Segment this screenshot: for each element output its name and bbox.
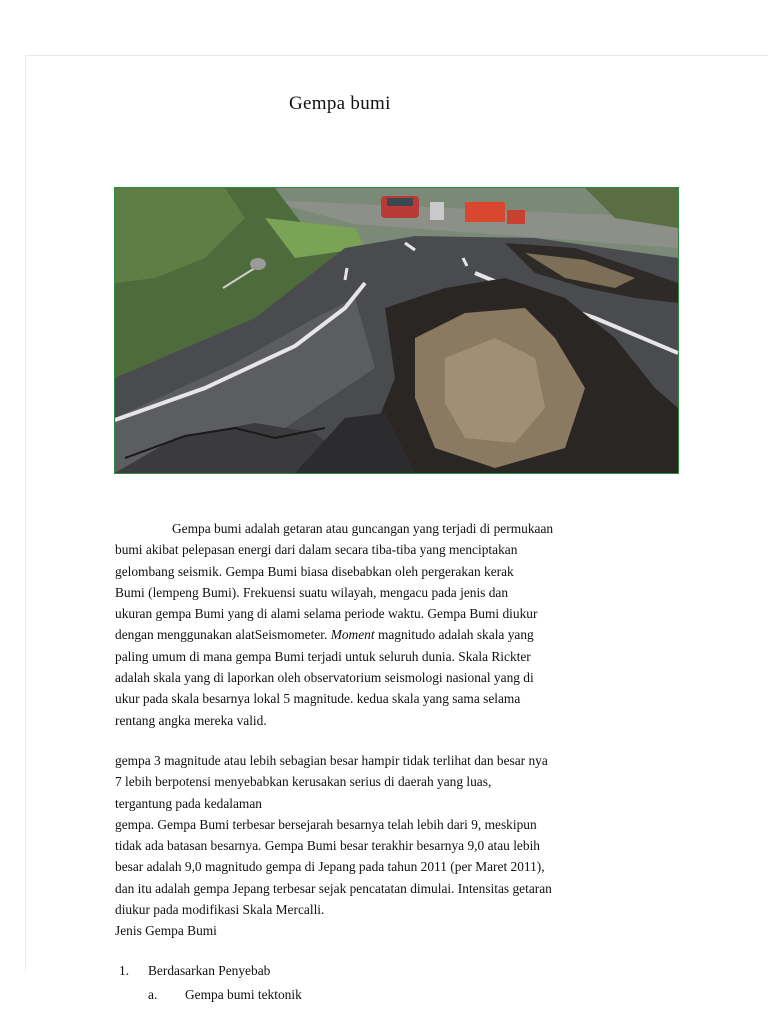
text-line: Bumi (lempeng Bumi). Frekuensi suatu wilayah, mengacu pada jenis dan <box>115 584 509 600</box>
list-number: 1. <box>119 963 130 978</box>
earthquake-road-photo <box>114 187 679 474</box>
text-line: paling umum di mana gempa Bumi terjadi untuk seluruh dunia. Skala Rickter <box>115 648 531 664</box>
text-line: Gempa bumi adalah getaran atau guncangan yang terjadi di permukaan <box>172 521 554 536</box>
text-line: 7 lebih berpotensi menyebabkan kerusakan serius di daerah yang luas, <box>115 774 492 790</box>
text-line: adalah skala yang di laporkan oleh observatorium seismologi nasional yang di <box>115 670 534 686</box>
text-line: dan itu adalah gempa Jepang terbesar sejak pencatatan dimulai. Intensitas getaran <box>115 880 552 896</box>
list-label: Berdasarkan Penyebab <box>148 963 271 978</box>
paragraph-definition <box>115 518 656 731</box>
text-line: tidak ada batasan besarnya. Gempa Bumi besar terakhir besarnya 9,0 atau lebih <box>115 838 540 854</box>
text-line: gelombang seismik. Gempa Bumi biasa disebabkan oleh pergerakan kerak <box>115 563 514 579</box>
list-item <box>119 963 270 979</box>
paragraph-magnitude <box>115 750 656 942</box>
text-line: rentang angka mereka valid. <box>115 712 267 728</box>
list-label: Gempa bumi tektonik <box>185 987 302 1002</box>
text-line: diukur pada modifikasi Skala Mercalli. <box>115 902 325 918</box>
italic-term: Moment <box>330 627 375 643</box>
text-line: tergantung pada kedalaman <box>115 795 262 811</box>
section-heading: Jenis Gempa Bumi <box>115 923 217 939</box>
text-line: besar adalah 9,0 magnitudo gempa di Jepang pada tahun 2011 (per Maret 2011), <box>115 859 545 875</box>
text-line: ukuran gempa Bumi yang di alami selama periode waktu. Gempa Bumi diukur <box>115 606 538 622</box>
sub-list-item <box>148 987 302 1003</box>
text-line: ukur pada skala besarnya lokal 5 magnitude. kedua skala yang sama selama <box>115 691 521 707</box>
text-line: dengan menggunakan alatSeismometer. Moment magnitudo adalah skala yang <box>115 627 534 643</box>
text-line: bumi akibat pelepasan energi dari dalam secara tiba-tiba yang menciptakan <box>115 542 518 558</box>
list-number: a. <box>148 987 158 1002</box>
text-line: gempa. Gempa Bumi terbesar bersejarah besarnya telah lebih dari 9, meskipun <box>115 816 537 832</box>
document-title: Gempa bumi <box>289 93 391 114</box>
text-line: gempa 3 magnitude atau lebih sebagian besar hampir tidak terlihat dan besar nya <box>115 753 548 768</box>
